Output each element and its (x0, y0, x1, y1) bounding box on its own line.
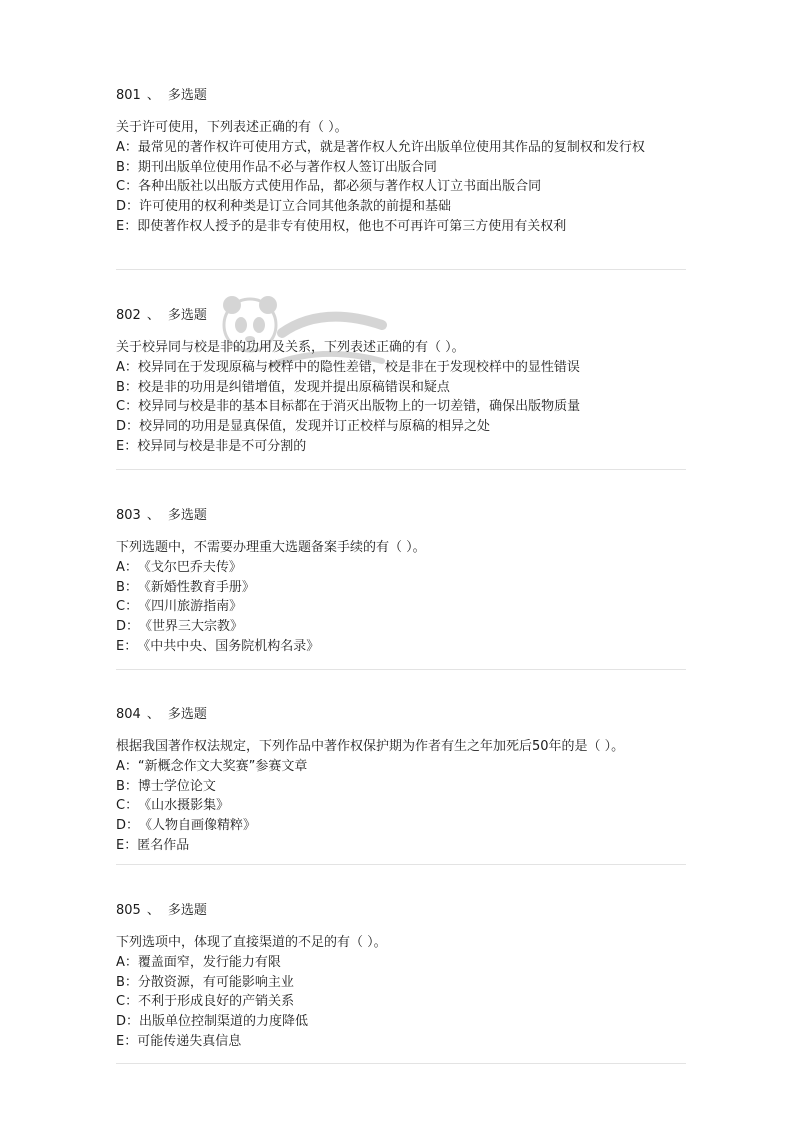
option-b (116, 973, 686, 993)
option-c (116, 597, 686, 617)
option-b (116, 378, 686, 398)
question-header (116, 306, 686, 326)
option-key: A： (116, 758, 138, 774)
question-block (116, 306, 686, 457)
divider (116, 269, 686, 270)
question-separator: 、 (146, 88, 160, 103)
option-text: 各种出版社以出版方式使用作品，都必须与著作权人订立书面出版合同 (138, 179, 542, 195)
divider (116, 669, 686, 670)
option-text: 分散资源，有可能影响主业 (137, 974, 294, 990)
option-text: 覆盖面窄，发行能力有限 (137, 954, 281, 970)
question-header (116, 86, 686, 106)
question-separator: 、 (146, 308, 160, 323)
option-key: B： (116, 379, 138, 395)
option-key: E： (116, 218, 138, 234)
question-header (116, 506, 686, 526)
divider (116, 469, 686, 470)
option-a (116, 138, 686, 158)
option-text: 《戈尔巴乔夫传》 (137, 559, 242, 575)
question-header (116, 705, 686, 725)
option-text: 校异同与校是非的基本目标都在于消灭出版物上的一切差错，确保出版物质量 (138, 399, 581, 415)
option-key: D： (116, 419, 140, 435)
option-text: 《世界三大宗教》 (139, 619, 244, 635)
option-key: D： (116, 199, 140, 215)
question-stem: 关于校异同与校是非的功用及关系，下列表述正确的有（ ）。 (116, 340, 465, 355)
option-e (116, 637, 686, 657)
option-key: B： (116, 778, 138, 794)
divider (116, 864, 686, 865)
option-c (116, 992, 686, 1012)
question-number: 802 (116, 308, 141, 323)
option-text: 《四川旅游指南》 (138, 599, 243, 615)
question-number: 803 (116, 508, 141, 523)
question-type: 多选题 (167, 508, 207, 523)
option-text: 最常见的著作权许可使用方式，就是著作权人允许出版单位使用其作品的复制权和发行权 (137, 139, 645, 155)
option-key: D： (116, 818, 140, 834)
option-text: 可能传递失真信息 (137, 1033, 242, 1049)
option-key: E： (116, 837, 138, 853)
option-key: D： (116, 1014, 140, 1030)
option-key: B： (116, 579, 138, 595)
question-block (116, 506, 686, 657)
option-key: E： (116, 438, 138, 454)
option-c (116, 177, 686, 197)
question-stem: 下列选项中，体现了直接渠道的不足的有（ ）。 (116, 935, 387, 950)
question-number: 804 (116, 707, 141, 722)
option-key: C： (116, 599, 139, 615)
option-d (116, 816, 686, 836)
question-block (116, 705, 686, 856)
question-separator: 、 (146, 903, 160, 918)
question-block (116, 901, 686, 1052)
option-text: 期刊出版单位使用作品不必与著作权人签订出版合同 (137, 159, 437, 175)
question-separator: 、 (146, 707, 160, 722)
question-type: 多选题 (167, 88, 207, 103)
option-key: C： (116, 994, 139, 1010)
option-text: 校异同在于发现原稿与校样中的隐性差错，校是非在于发现校样中的显性错误 (137, 359, 580, 375)
option-key: C： (116, 798, 139, 814)
option-e (116, 217, 686, 237)
option-text: “新概念作文大奖赛”参赛文章 (137, 758, 308, 774)
option-e (116, 836, 686, 856)
option-a (116, 358, 686, 378)
option-text: 出版单位控制渠道的力度降低 (139, 1014, 309, 1030)
question-stem: 下列选题中，不需要办理重大选题备案手续的有（ ）。 (116, 540, 426, 555)
question-type: 多选题 (167, 903, 207, 918)
option-text: 校异同的功用是显真保值，发现并订正校样与原稿的相异之处 (139, 419, 491, 435)
divider (116, 1063, 686, 1064)
question-type: 多选题 (167, 707, 207, 722)
option-key: D： (116, 619, 140, 635)
option-key: E： (116, 638, 138, 654)
option-text: 许可使用的权利种类是订立合同其他条款的前提和基础 (139, 199, 452, 215)
option-key: A： (116, 359, 138, 375)
option-text: 校是非的功用是纠错增值，发现并提出原稿错误和疑点 (137, 379, 450, 395)
option-d (116, 417, 686, 437)
option-text: 《山水摄影集》 (138, 798, 230, 814)
option-key: B： (116, 159, 138, 175)
option-b (116, 158, 686, 178)
question-type: 多选题 (167, 308, 207, 323)
option-key: C： (116, 399, 139, 415)
option-text: 即使著作权人授予的是非专有使用权，他也不可再许可第三方使用有关权利 (137, 218, 567, 234)
option-a (116, 558, 686, 578)
option-key: A： (116, 954, 138, 970)
option-d (116, 1012, 686, 1032)
option-b (116, 777, 686, 797)
option-text: 校异同与校是非是不可分割的 (137, 438, 307, 454)
option-key: A： (116, 559, 138, 575)
option-d (116, 197, 686, 217)
option-a (116, 953, 686, 973)
option-text: 匿名作品 (137, 837, 190, 853)
question-header (116, 901, 686, 921)
option-text: 《人物自画像精粹》 (139, 818, 257, 834)
question-block (116, 86, 686, 237)
question-number: 801 (116, 88, 141, 103)
option-d (116, 617, 686, 637)
option-key: E： (116, 1033, 138, 1049)
option-a (116, 757, 686, 777)
option-c (116, 796, 686, 816)
question-separator: 、 (146, 508, 160, 523)
option-key: C： (116, 179, 139, 195)
question-stem: 根据我国著作权法规定，下列作品中著作权保护期为作者有生之年加死后50年的是（ ）。 (116, 739, 625, 754)
option-e (116, 1032, 686, 1052)
option-key: A： (116, 139, 138, 155)
option-text: 《新婚性教育手册》 (137, 579, 255, 595)
option-key: B： (116, 974, 138, 990)
question-stem: 关于许可使用，下列表述正确的有（ ）。 (116, 120, 348, 135)
option-c (116, 397, 686, 417)
option-e (116, 437, 686, 457)
option-text: 不利于形成良好的产销关系 (138, 994, 295, 1010)
option-text: 《中共中央、国务院机构名录》 (137, 638, 320, 654)
question-number: 805 (116, 903, 141, 918)
option-b (116, 578, 686, 598)
option-text: 博士学位论文 (137, 778, 216, 794)
